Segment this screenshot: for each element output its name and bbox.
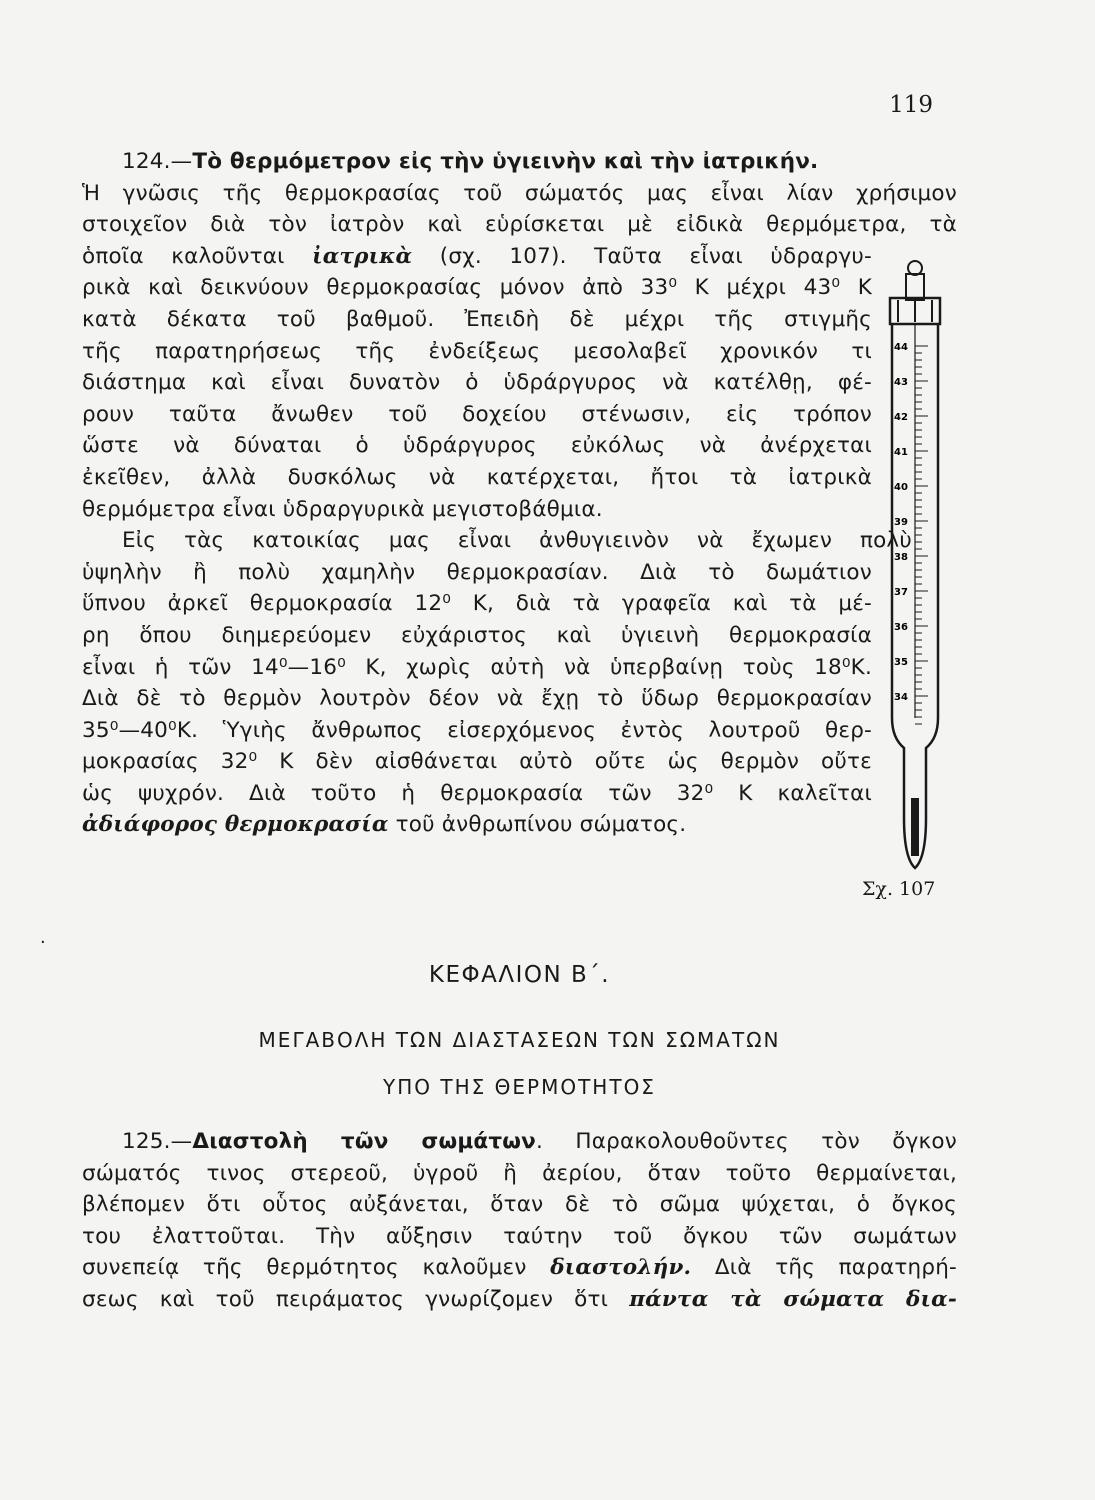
section-124-heading — [82, 146, 957, 178]
section-number: 125.— — [122, 1129, 193, 1154]
section-title: Διαστολὴ τῶν σωμάτων — [192, 1129, 537, 1154]
section-number: 124.— — [122, 149, 193, 174]
emphasis-term: διαστολήν. — [550, 1255, 692, 1281]
text-line: τῆς παρατηρήσεως τῆς ἐνδείξεως μεσολαβεῖ χρονικόν τι — [82, 338, 872, 364]
text-line: κατὰ δέκατα τοῦ βαθμοῦ. Ἐπειδὴ δὲ μέχρι τῆς στιγμῆς — [82, 306, 872, 332]
section-title: Τὸ θερμόμετρον εἰς τὴν ὑγιεινὴν καὶ τὴν ἰατρικήν. — [192, 149, 819, 174]
text-line: 35⁰—40⁰Κ. Ὑγιὴς ἄνθρωπος εἰσερχόμενος ἐντὸς λουτροῦ θερ- — [82, 717, 872, 743]
text-line: Διὰ δὲ τὸ θερμὸν λουτρὸν δέον νὰ ἔχῃ τὸ ὕδωρ θερμοκρασίαν — [82, 686, 872, 712]
text-span: ὁποῖα καλοῦνται — [82, 243, 313, 269]
scale-label: 40 — [894, 482, 908, 493]
figure-caption: Σχ. 107 — [862, 878, 936, 900]
scale-label: 35 — [894, 657, 908, 668]
text-line — [82, 1284, 957, 1316]
text-line: του ἐλαττοῦται. Τὴν αὔξησιν ταύτην τοῦ ὄγκου τῶν σωμάτων — [82, 1223, 957, 1249]
text-span: τοῦ ἀνθρωπίνου σώματος. — [388, 812, 687, 838]
section-125-heading — [82, 1126, 957, 1158]
text-line: σώματός τινος στερεοῦ, ὑγροῦ ἢ ἀερίου, ὅταν τοῦτο θερμαίνεται, — [82, 1160, 957, 1186]
text-span: συνεπείᾳ τῆς θερμότητος καλοῦμεν — [82, 1255, 551, 1281]
text-line: ὥστε νὰ δύναται ὁ ὑδράργυρος εὐκόλως νὰ ἀνέρχεται — [82, 433, 872, 459]
thermometer-figure — [880, 258, 950, 898]
text-span: . Παρακολουθοῦντες τὸν ὄγκον — [536, 1129, 957, 1154]
text-line: διάστημα καὶ εἶναι δυνατὸν ὁ ὑδράργυρος νὰ κατέλθῃ, φέ- — [82, 370, 872, 396]
text-line: Εἰς τὰς κατοικίας μας εἶναι ἀνθυγιεινὸν νὰ ἔχωμεν πολὺ — [122, 528, 912, 554]
chapter-title: ΚΕΦΑΛΙΟΝ Β΄. — [428, 962, 611, 988]
text-span: (σχ. 107). Ταῦτα εἶναι ὑδραργυ- — [412, 243, 872, 269]
stray-mark: · — [40, 932, 46, 953]
scale-label: 39 — [894, 517, 908, 528]
text-line: ρη ὅπου διημερεύομεν εὐχάριστος καὶ ὑγιεινὴ θερμοκρασία — [82, 622, 872, 648]
thermometer-scale — [894, 342, 928, 724]
text-line: ὕπνου ἀρκεῖ θερμοκρασία 12⁰ Κ, διὰ τὰ γραφεῖα καὶ τὰ μέ- — [82, 591, 872, 617]
scale-label: 34 — [894, 692, 908, 703]
chapter-subtitle-2: ΥΠΟ ΤΗΣ ΘΕΡΜΟΤΗΤΟΣ — [383, 1075, 656, 1099]
text-line: μοκρασίας 32⁰ Κ δὲν αἰσθάνεται αὐτὸ οὔτε ὡς θερμὸν οὔτε — [82, 749, 872, 775]
page-number: 119 — [889, 92, 933, 118]
text-line: Ἡ γνῶσις τῆς θερμοκρασίας τοῦ σώματός μας εἶναι λίαν χρήσιμον — [82, 180, 957, 206]
section-124 — [82, 146, 957, 841]
text-line: στοιχεῖον διὰ τὸν ἰατρὸν καὶ εὑρίσκεται μὲ εἰδικὰ θερμόμετρα, τὰ — [82, 212, 957, 238]
text-line — [82, 241, 872, 273]
chapter-subtitle-1: ΜΕΓΑΒΟΛΗ ΤΩΝ ΔΙΑΣΤΑΣΕΩΝ ΤΩΝ ΣΩΜΑΤΩΝ — [258, 1028, 781, 1052]
text-line: ἐκεῖθεν, ἀλλὰ δυσκόλως νὰ κατέρχεται, ἤτοι τὰ ἰατρικὰ — [82, 464, 872, 490]
text-line — [82, 809, 872, 841]
scale-label: 38 — [894, 552, 908, 563]
text-line: βλέπομεν ὅτι οὗτος αὐξάνεται, ὅταν δὲ τὸ σῶμα ψύχεται, ὁ ὄγκος — [82, 1192, 957, 1218]
text-line: ρουν ταῦτα ἄνωθεν τοῦ δοχείου στένωσιν, εἰς τρόπον — [82, 401, 872, 427]
section-125 — [82, 1126, 957, 1316]
text-span: Διὰ τῆς παρατηρή- — [691, 1255, 957, 1281]
text-line: ὑψηλὴν ἢ πολὺ χαμηλὴν θερμοκρασίαν. Διὰ τὸ δωμάτιον — [82, 559, 872, 585]
text-line: εἶναι ἡ τῶν 14⁰—16⁰ Κ, χωρὶς αὐτὴ νὰ ὑπερβαίνῃ τοὺς 18⁰Κ. — [82, 654, 872, 680]
scale-label: 42 — [894, 412, 908, 423]
emphasis-term: ἀδιάφορος θερμοκρασία — [82, 812, 389, 838]
scale-label: 43 — [894, 377, 908, 388]
text-line: ρικὰ καὶ δεικνύουν θερμοκρασίας μόνον ἀπὸ 33⁰ Κ μέχρι 43⁰ Κ — [82, 275, 872, 301]
scale-label: 36 — [894, 622, 908, 633]
emphasis-term: πάντα τὰ σώματα δια- — [629, 1286, 957, 1312]
text-line: ὡς ψυχρόν. Διὰ τοῦτο ἡ θερμοκρασία τῶν 32⁰ Κ καλεῖται — [82, 780, 872, 806]
text-line: θερμόμετρα εἶναι ὑδραργυρικὰ μεγιστοβάθμια. — [82, 496, 603, 522]
emphasis-term: ἰατρικὰ — [312, 243, 413, 269]
scale-label: 41 — [894, 447, 908, 458]
scale-label: 44 — [894, 342, 908, 353]
text-line — [82, 1252, 957, 1284]
scale-label: 37 — [894, 587, 908, 598]
text-span: σεως καὶ τοῦ πειράματος γνωρίζομεν ὅτι — [82, 1286, 630, 1312]
